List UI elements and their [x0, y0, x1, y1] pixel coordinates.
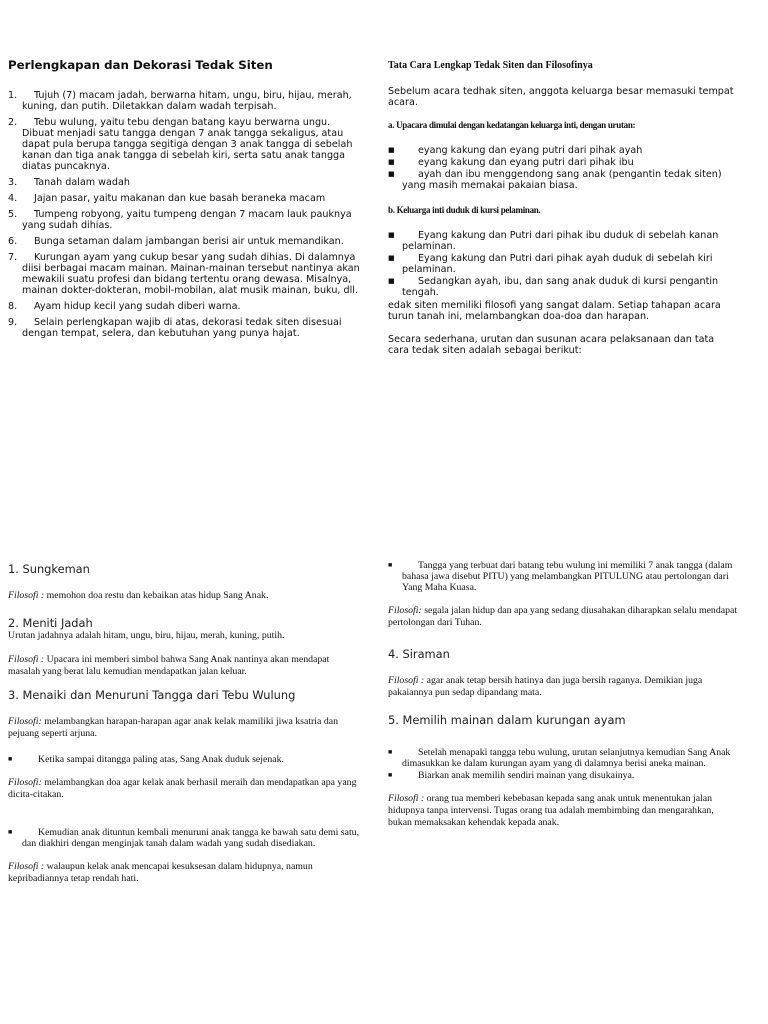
bullet-icon: ■: [388, 146, 395, 154]
list-item: 2. Tebu wulung, yaitu tebu dengan batang kayu berwarna ungu. Dibuat menjadi satu tangga dengan 7 anak tangga sekaligus, atau dapat pula berupa tangga segitiga dengan 3 anak tangga di sebelah kanan dan tiga anak tangga di sebelah kiri, serta satu anak tangga diatas puncaknya.: [8, 117, 353, 172]
heading-memilih-mainan: 5. Memilih mainan dalam kurungan ayam: [388, 713, 626, 727]
list-item: 4. Jajan pasar, yaitu makanan dan kue basah beraneka macam: [8, 193, 326, 204]
heading-tangga-tebu: 3. Menaiki dan Menuruni Tangga dari Tebu Wulung: [8, 688, 296, 702]
list-b: [388, 230, 738, 298]
filosofi-siraman: Filosofi : agar anak tetap bersih hatinya dan juga bersih raganya. Demikian juga pakaiannya pun sedap dipandang mata.: [388, 675, 703, 698]
heading-sungkeman: 1. Sungkeman: [8, 562, 90, 576]
filosofi-meniti-jadah: Filosofi : Upacara ini memberi simbol bahwa Sang Anak nantinya akan mendapat masalah yang berat lalu kemudian mendapatkan jalan keluar.: [8, 654, 330, 677]
bullet-icon: ■: [388, 254, 395, 262]
bullet-icon: ■: [388, 277, 395, 285]
list-item: ■ Setelah menapaki tangga tebu wulung, urutan selanjutnya kemudian Sang Anak dimasukkan ke dalam kurungan ayam yang di dalamnya berisi aneka mainan.: [388, 747, 731, 769]
bullet-icon: ■: [388, 231, 395, 239]
filosofi-paragraph: edak siten memiliki filosofi yang sangat dalam. Setiap tahapan acara turun tanah ini, melambangkan doa-doa dan harapan.: [388, 300, 721, 322]
bullet-icon: ■: [388, 748, 393, 756]
jadah-order-text: Urutan jadahnya adalah hitam, ungu, biru, hijau, merah, kuning, putih.: [8, 630, 285, 641]
list-item: ■ Biarkan anak memilih sendiri mainan yang disukainya.: [388, 770, 635, 781]
filosofi-tangga-1: Filosofi: melambangkan harapan-harapan agar anak kelak mamiliki jiwa ksatria dan pejuang seperti arjuna.: [8, 716, 338, 739]
bullet-icon: ■: [388, 158, 395, 166]
list-item: ■ Eyang kakung dan Putri dari pihak ibu duduk di sebelah kanan pelaminan.: [388, 230, 719, 252]
list-item: ■ Eyang kakung dan Putri dari pihak ayah duduk di sebelah kiri pelaminan.: [388, 253, 713, 275]
sub-heading-b: b. Keluarga inti duduk di kursi pelaminan.: [388, 205, 541, 215]
filosofi-sungkeman: Filosofi : memohon doa restu dan kebaikan atas hidup Sang Anak.: [8, 590, 269, 601]
list-item: 8. Ayam hidup kecil yang sudah diberi warna.: [8, 301, 241, 312]
bullet-icon: ■: [8, 828, 13, 836]
list-item: 9. Selain perlengkapan wajib di atas, dekorasi tedak siten disesuai dengan tempat, selera, dan kebutuhan yang punya hajat.: [8, 317, 342, 339]
intro-paragraph: Sebelum acara tedhak siten, anggota keluarga besar memasuki tempat acara.: [388, 86, 734, 108]
list-item: ■ Tangga yang terbuat dari batang tebu wulung ini memiliki 7 anak tangga (dalam bahasa jawa disebut PITU) yang melambangkan PITULUNG atau pertolongan dari Yang Maha Kuasa.: [388, 560, 733, 593]
bullet-icon: ■: [388, 170, 395, 178]
mainan-list: [388, 747, 738, 781]
filosofi-mainan: Filosofi : orang tua memberi kebebasan kepada sang anak untuk menentukan jalan hidupnya tanpa intervensi. Tugas orang tua adalah membimbing dan mengarahkan, bukan memaksakan kehendak kepada anak.: [388, 793, 714, 828]
list-item: 6. Bunga setaman dalam jambangan berisi air untuk memandikan.: [8, 236, 344, 247]
list-item: ■ eyang kakung dan eyang putri dari pihak ibu: [388, 157, 634, 168]
sub-heading-a: a. Upacara dimulai dengan kedatangan keluarga inti, dengan urutan:: [388, 120, 636, 130]
bullet-icon: ■: [388, 771, 393, 779]
right-top-column: [388, 60, 738, 368]
list-item: 1. Tujuh (7) macam jadah, berwarna hitam, ungu, biru, hijau, merah, kuning, dan putih. Diletakkan dalam wadah terpisah.: [8, 90, 352, 112]
filosofi-tangga-3: Filosofi : walaupun kelak anak mencapai kesuksesan dalam hidupnya, namun kepribadiannya tetap rendah hati.: [8, 861, 313, 884]
urutan-paragraph: Secara sederhana, urutan dan susunan acara pelaksanaan dan tata cara tedak siten adalah sebagai berikut:: [388, 334, 715, 356]
list-a: [388, 145, 738, 191]
list-item: 3. Tanah dalam wadah: [8, 177, 130, 188]
filosofi-pitulung: Filosofi: segala jalan hidup dan apa yang sedang diusahakan diharapkan selalu mendapat pertolongan dari Tuhan.: [388, 605, 738, 628]
list-item: 5. Tumpeng robyong, yaitu tumpeng dengan 7 macam lauk pauknya yang sudah dihias.: [8, 209, 352, 231]
list-item: ■ Kemudian anak dituntun kembali menuruni anak tangga ke bawah satu demi satu, dan diakhiri dengan menginjak tanah dalam wadah yang sudah disediakan.: [8, 827, 360, 849]
list-item: 7. Kurungan ayam yang cukup besar yang sudah dihias. Di dalamnya diisi berbagai macam mainan. Mainan-mainan tersebut nantinya akan mewakili suatu profesi dan bidang tertentu orang dewasa. Misalnya, mainan dokter-dokteran, mobil-mobilan, alat musik mainan, buku, dll.: [8, 252, 360, 296]
section-title-tata-cara: Tata Cara Lengkap Tedak Siten dan Filosofinya: [388, 60, 593, 71]
list-item: ■ Sedangkan ayah, ibu, dan sang anak duduk di kursi pengantin tengah.: [388, 276, 719, 298]
list-item: ■ eyang kakung dan eyang putri dari pihak ayah: [388, 145, 643, 156]
filosofi-tangga-2: Filosofi: melambangkan doa agar kelak anak berhasil meraih dan mendapatkan apa yang dicita-citakan.: [8, 777, 357, 800]
right-bottom-column: [388, 560, 738, 839]
bullet-icon: ■: [8, 755, 13, 763]
list-item: ■ ayah dan ibu menggendong sang anak (pengantin tedak siten) yang masih memakai pakaian biasa.: [388, 169, 722, 191]
perlengkapan-list: [8, 90, 360, 339]
bullet-icon: ■: [388, 561, 393, 569]
list-item: ■ Ketika sampai ditangga paling atas, Sang Anak duduk sejenak.: [8, 754, 284, 765]
section-title-perlengkapan: Perlengkapan dan Dekorasi Tedak Siten: [8, 58, 273, 72]
heading-meniti-jadah: 2. Meniti Jadah: [8, 616, 93, 630]
heading-siraman: 4. Siraman: [388, 647, 450, 661]
left-top-column: [8, 58, 360, 344]
left-bottom-column: [8, 562, 360, 895]
